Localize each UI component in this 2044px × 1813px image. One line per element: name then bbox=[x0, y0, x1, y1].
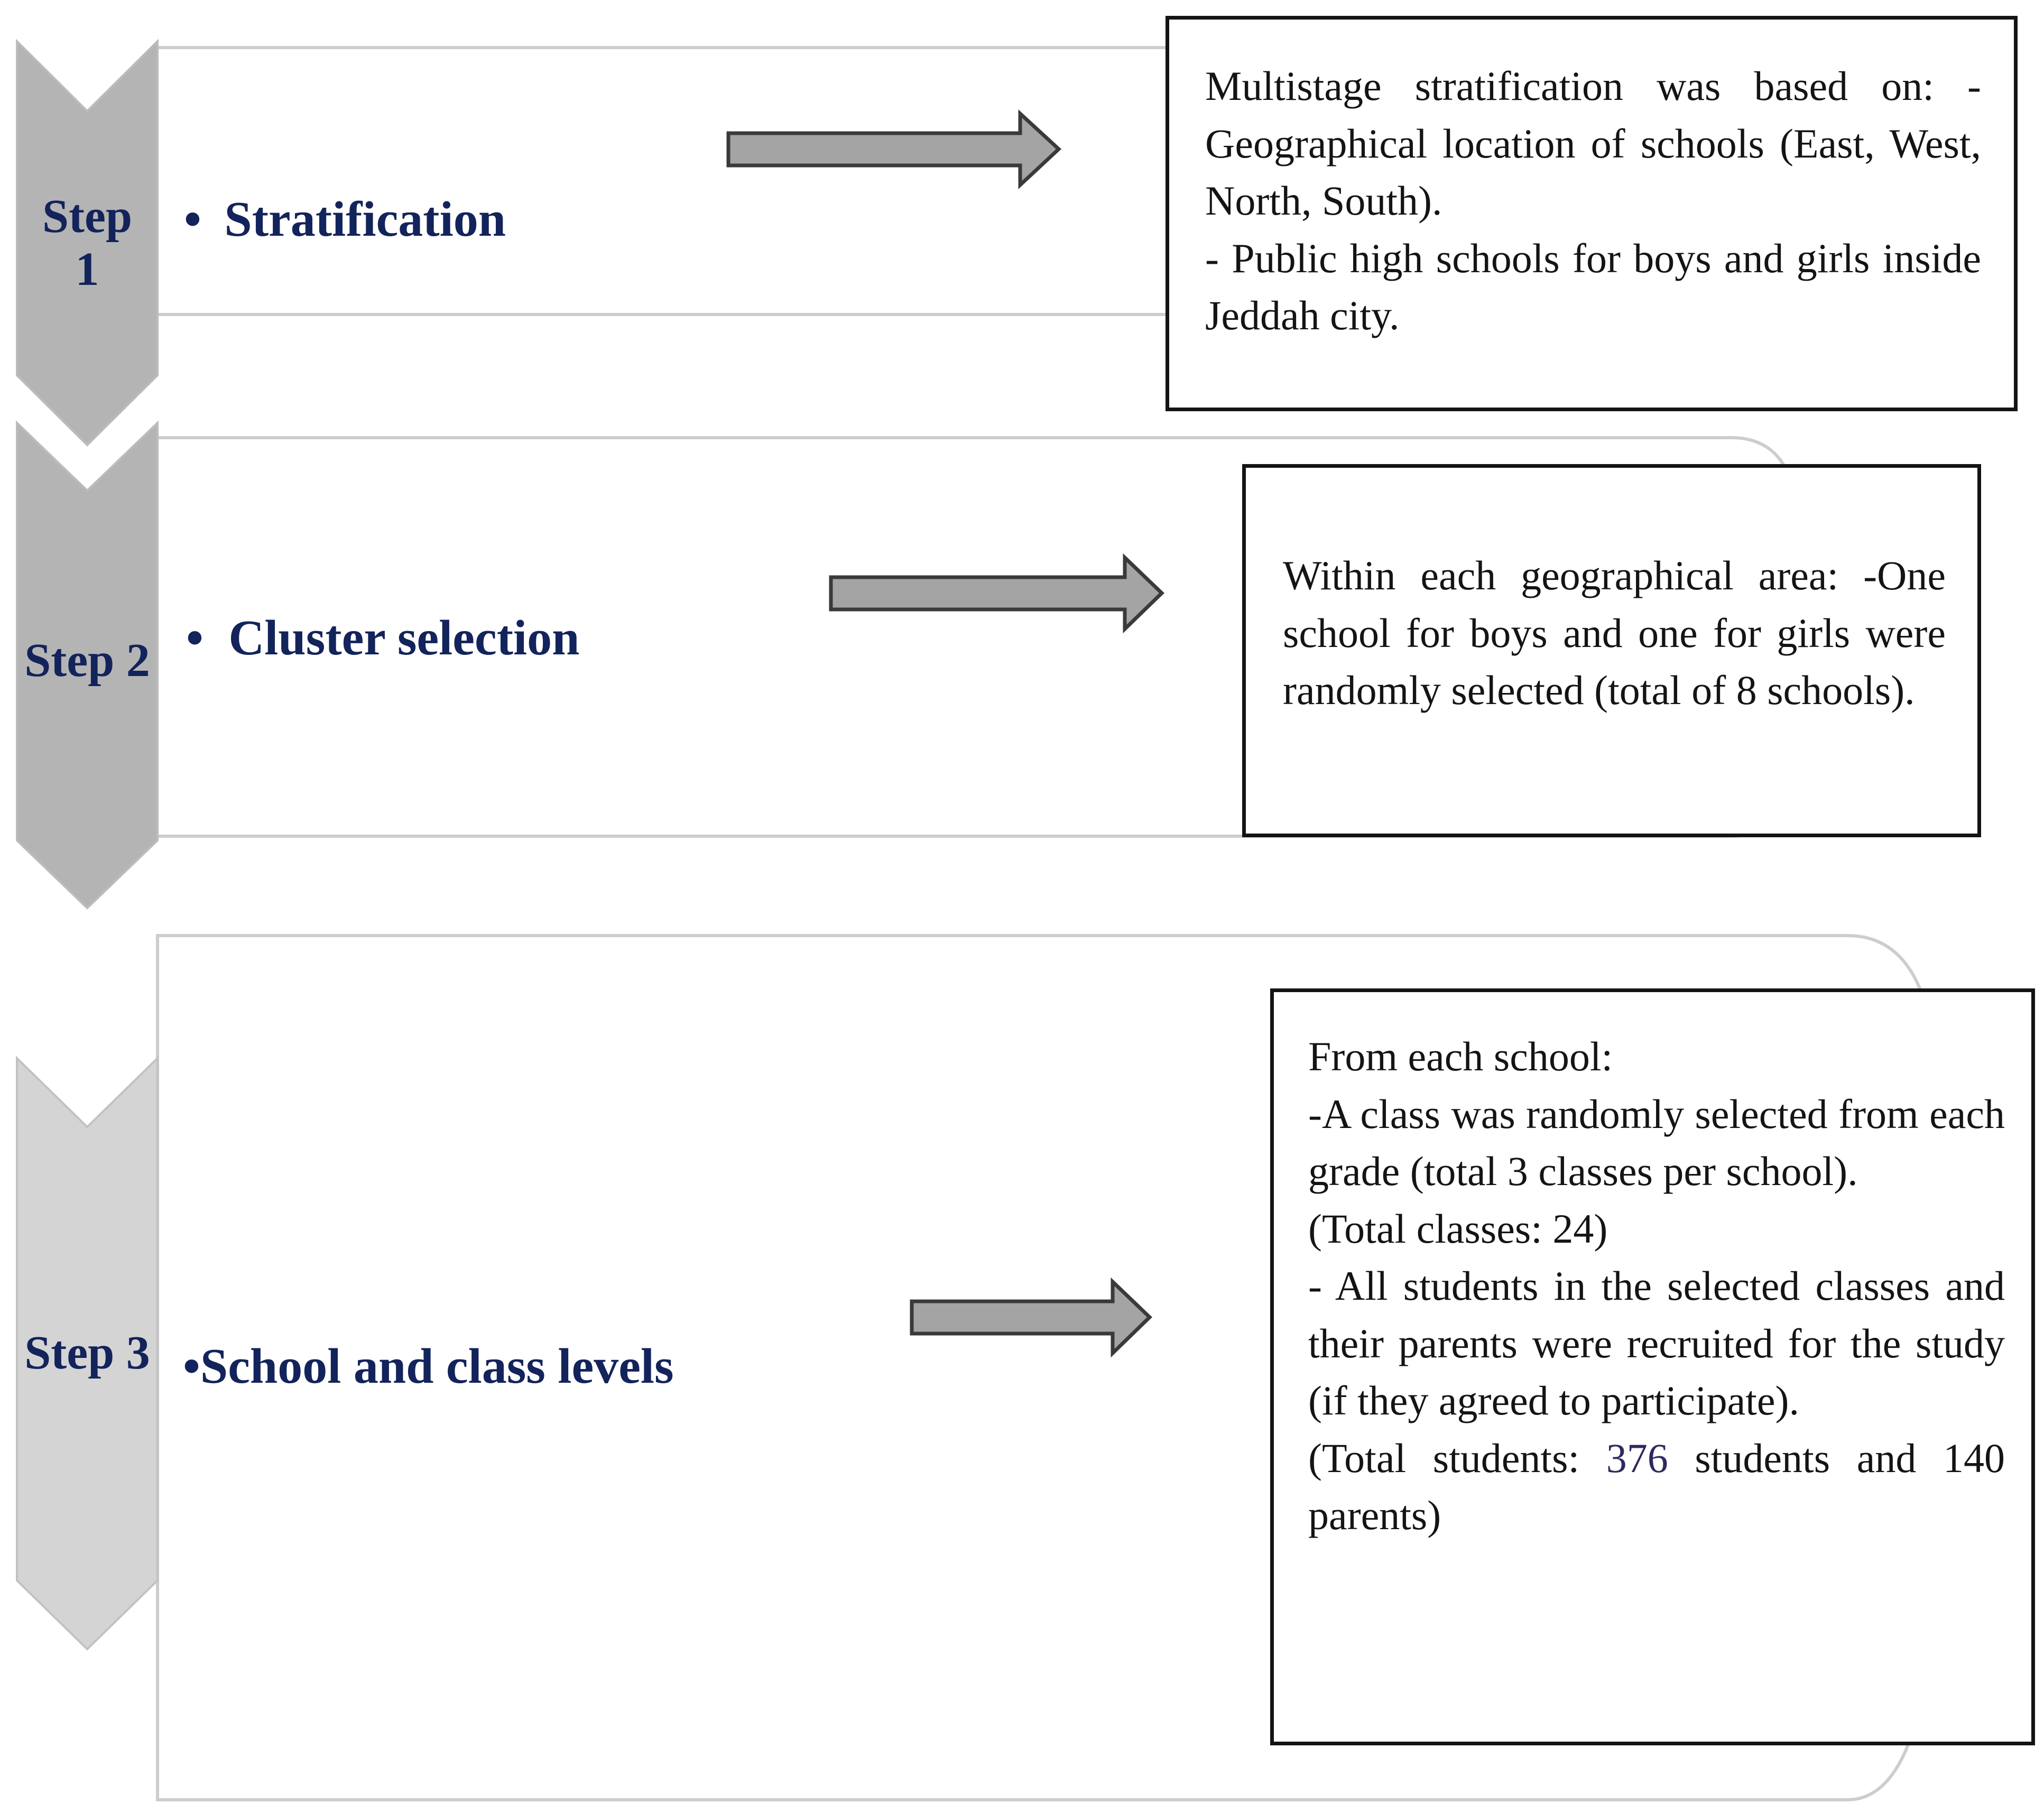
step2-title bbox=[186, 609, 579, 667]
step2-label: Step 2 bbox=[24, 634, 150, 687]
totals-prefix: (Total students: bbox=[1308, 1435, 1606, 1481]
totals-middle: students and 140 bbox=[1668, 1435, 2005, 1481]
step2-title-text: Cluster selection bbox=[228, 610, 580, 665]
step1-description-line: Multistage stratification was based on: - Geographical location of schools (East, West, North, South). bbox=[1205, 63, 1981, 224]
step1-bullet: • bbox=[184, 192, 201, 247]
step3-description-line: (Total classes: 24) bbox=[1308, 1205, 1608, 1252]
step1-description-line: - Public high schools for boys and girls inside Jeddah city. bbox=[1205, 235, 1981, 338]
step2-description-line: Within each geographical area: -One school for boys and one for girls were randomly selected (total of 8 schools). bbox=[1283, 552, 1946, 713]
step3-description-line: - All students in the selected classes and their parents were recruited for the study (if they agreed to participate). bbox=[1308, 1263, 2005, 1423]
step2-bullet: • bbox=[186, 610, 204, 665]
step3-description-box bbox=[1270, 988, 2035, 1745]
step3-label: Step 3 bbox=[24, 1327, 150, 1379]
step3-description-line: -A class was randomly selected from each grade (total 3 classes per school). bbox=[1308, 1090, 2005, 1194]
step1-title-text: Stratification bbox=[224, 192, 506, 247]
step1-title bbox=[184, 190, 506, 248]
step3-totals-suffix: parents) bbox=[1308, 1492, 1441, 1538]
step1-description-box bbox=[1166, 16, 2018, 411]
step3-title bbox=[183, 1337, 674, 1395]
step2-description-box bbox=[1242, 464, 1981, 837]
step1-label: Step 1 bbox=[42, 190, 133, 295]
step3-bullet: • bbox=[183, 1339, 200, 1394]
step3-totals-line bbox=[1308, 1430, 2005, 1487]
step3-description-line: From each school: bbox=[1308, 1033, 1613, 1079]
step3-title-text: School and class levels bbox=[200, 1339, 674, 1394]
total-students-value: 376 bbox=[1606, 1435, 1668, 1481]
